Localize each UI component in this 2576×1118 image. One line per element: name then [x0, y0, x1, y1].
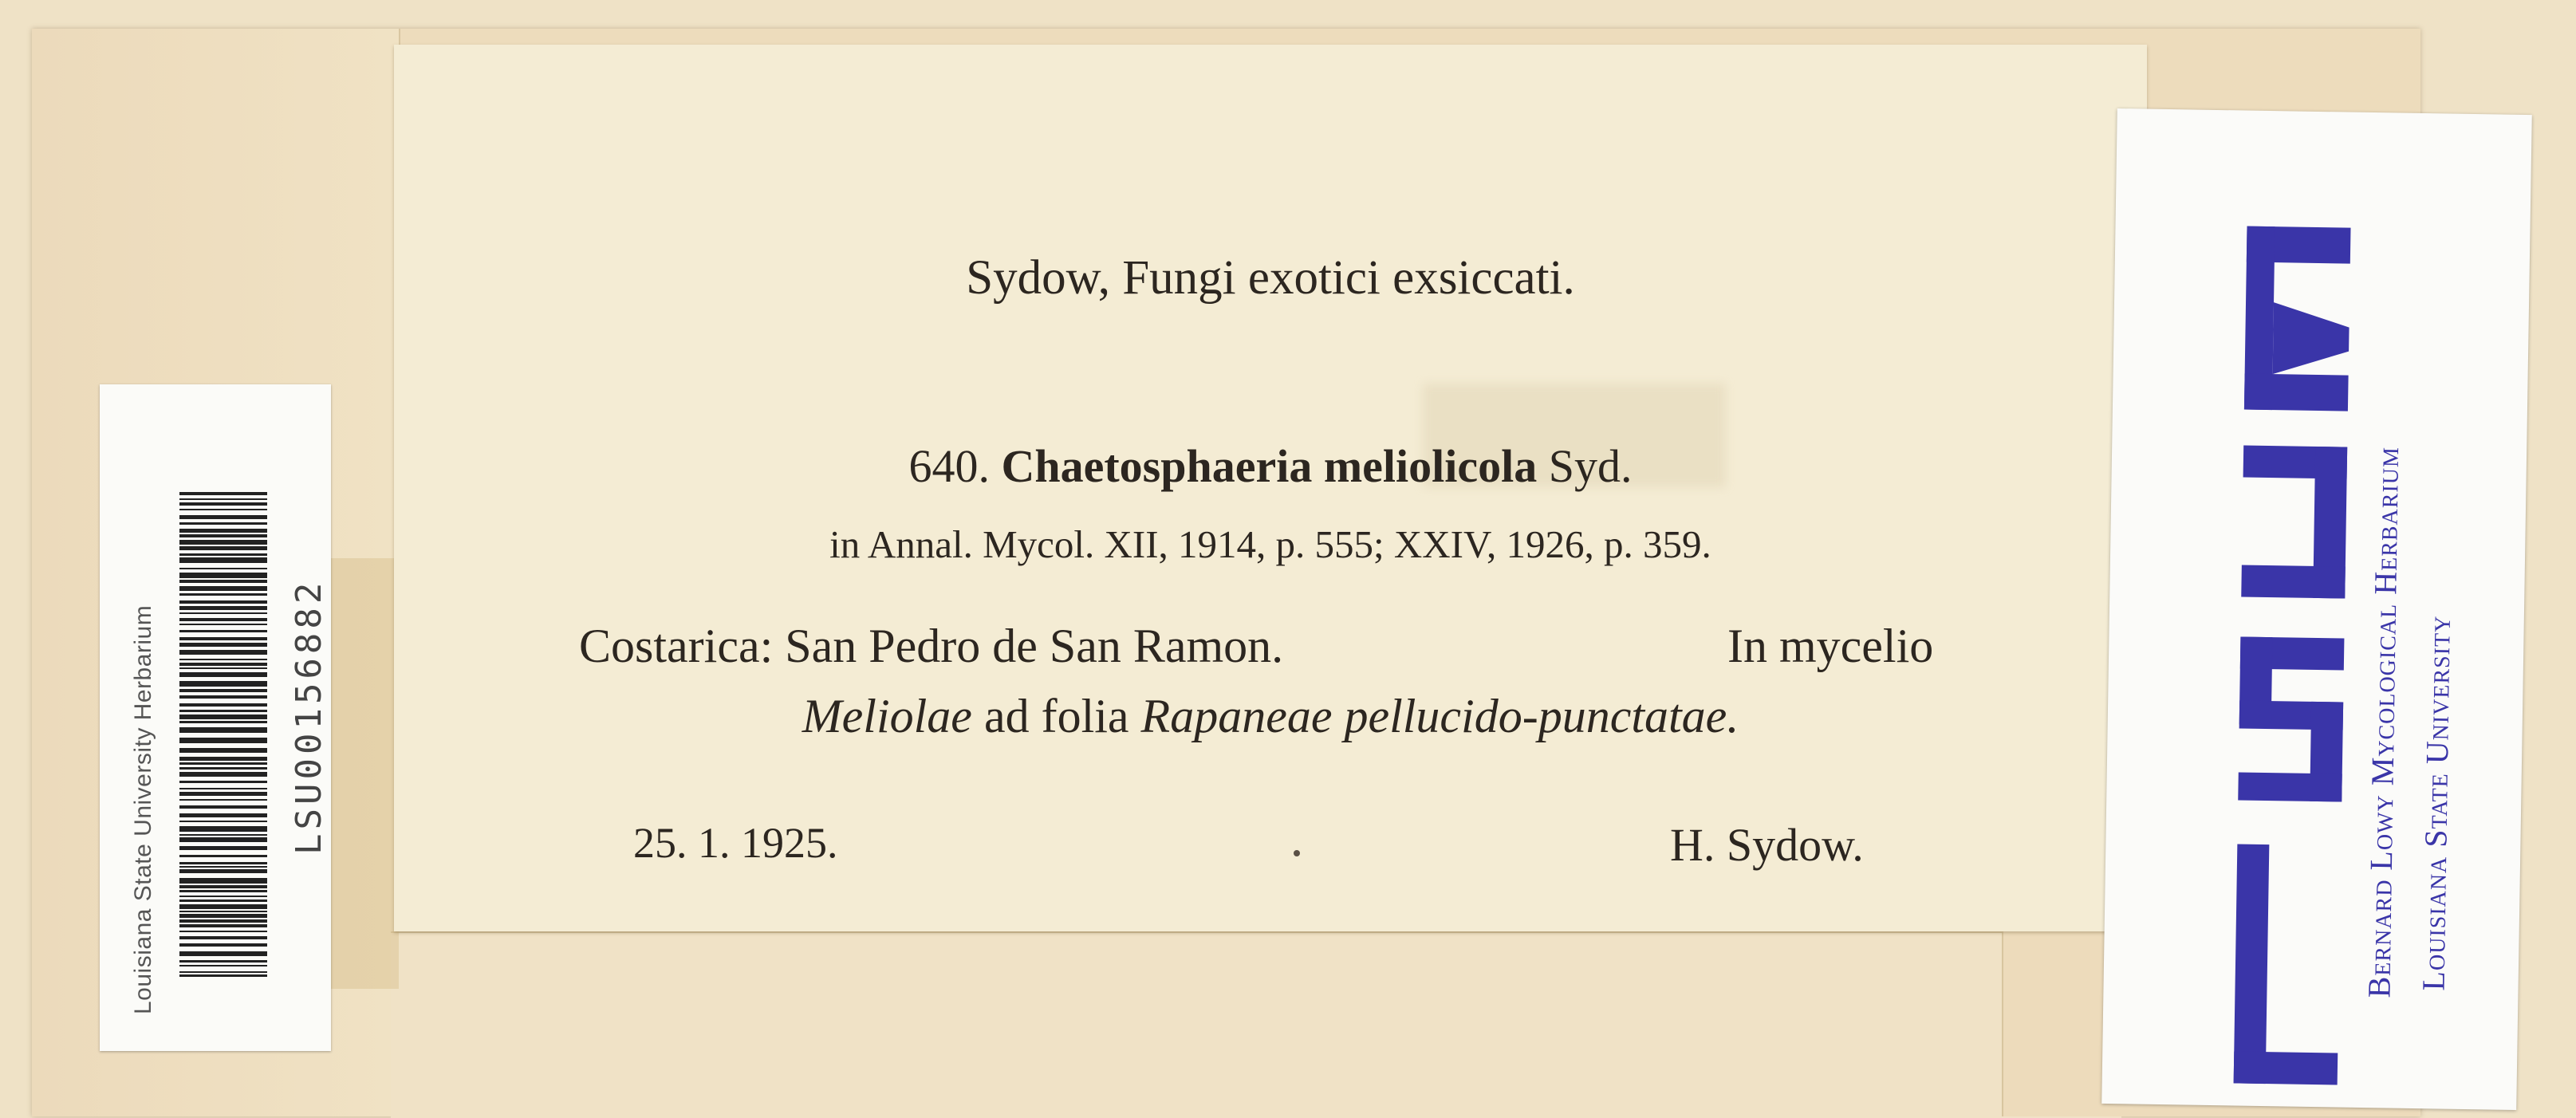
barcode-bar — [179, 727, 267, 733]
barcode-bar — [179, 855, 267, 857]
barcode-bar — [179, 593, 267, 596]
barcode-bar — [179, 878, 267, 884]
species-name: Chaetosphaeria meliolicola — [1001, 440, 1538, 492]
barcode-bar — [179, 714, 267, 719]
habitat-start: In mycelio — [1727, 620, 1934, 672]
barcode-bar — [179, 826, 267, 832]
barcode-bar — [179, 862, 267, 864]
barcode-bar — [179, 951, 267, 956]
barcode-icon — [179, 492, 267, 978]
lsum-university-name: Louisiana State University — [2415, 615, 2457, 991]
barcode-bar — [179, 767, 267, 770]
barcode-bar — [179, 600, 267, 604]
barcode-bar — [179, 710, 267, 712]
barcode-bar — [179, 580, 267, 583]
specimen-number: 640. — [908, 440, 990, 492]
barcode-bar — [179, 721, 267, 723]
barcode-bar — [179, 606, 267, 610]
ink-dot — [1294, 850, 1300, 856]
barcode-bar — [179, 837, 267, 842]
barcode-bar — [179, 762, 267, 765]
barcode-bar — [179, 667, 267, 669]
barcode-bar — [179, 834, 267, 836]
barcode-bar — [179, 515, 267, 519]
specimen-label — [394, 45, 2147, 931]
collection-date: 25. 1. 1925. — [633, 819, 838, 867]
species-author: Syd. — [1548, 440, 1633, 492]
barcode-bar — [179, 650, 267, 655]
barcode-bar — [179, 772, 267, 777]
barcode-bar — [179, 663, 267, 666]
exsiccata-series: Sydow, Fungi exotici exsiccati. — [966, 251, 1575, 305]
barcode-bar — [179, 788, 267, 789]
barcode-bar — [179, 813, 267, 817]
host-mid: ad folia — [983, 690, 1129, 742]
barcode-bar — [179, 553, 267, 556]
barcode-bar — [179, 498, 267, 500]
barcode-bar — [179, 624, 267, 625]
barcode-bar — [179, 885, 267, 888]
barcode-bar — [179, 703, 267, 707]
barcode-bar — [179, 643, 267, 647]
barcode-institution: Louisiana State University Herbarium — [130, 604, 156, 1014]
barcode-bar — [179, 557, 267, 563]
barcode-number: LSU00156882 — [289, 578, 329, 855]
barcode-bar — [179, 943, 267, 947]
barcode-bar — [179, 896, 267, 897]
barcode-bar — [179, 960, 267, 963]
barcode-bar — [179, 890, 267, 892]
barcode-bar — [179, 931, 267, 932]
barcode-bar — [179, 522, 267, 525]
barcode-bar — [179, 573, 267, 578]
species-line — [394, 439, 2147, 493]
lsum-herbarium-card — [2101, 108, 2532, 1110]
barcode-bar — [179, 974, 267, 977]
barcode-bar — [179, 781, 267, 783]
barcode-bar — [179, 900, 267, 902]
barcode-bar — [179, 534, 267, 537]
literature-citation: in Annal. Mycol. XII, 1914, p. 555; XXIV, 1926, p. 359. — [829, 522, 1711, 566]
locality: Costarica: San Pedro de San Ramon. — [579, 620, 1284, 672]
barcode-bar — [179, 965, 267, 966]
envelope-bottom-flap — [391, 931, 2121, 1118]
host-genus: Meliolae — [802, 690, 972, 742]
barcode-bar — [179, 911, 267, 912]
barcode-bar — [179, 914, 267, 918]
host-line — [394, 689, 2147, 744]
barcode-bar — [179, 821, 267, 822]
barcode-bar — [179, 971, 267, 973]
barcode-bar — [179, 612, 267, 614]
host-species: Rapaneae pellucido-punctatae. — [1140, 690, 1739, 742]
barcode-bar — [179, 936, 267, 939]
barcode-bar — [179, 509, 267, 510]
barcode-bar — [179, 799, 267, 801]
barcode-bar — [179, 492, 267, 495]
barcode-bar — [179, 904, 267, 909]
barcode-bar — [179, 659, 267, 660]
barcode-bar — [179, 618, 267, 621]
barcode-bar — [179, 748, 267, 753]
barcode-bar — [179, 672, 267, 677]
barcode-bar — [179, 681, 267, 687]
barcode-bar — [179, 689, 267, 692]
barcode-bar — [179, 919, 267, 923]
barcode-bar — [179, 586, 267, 591]
barcode-bar — [179, 540, 267, 545]
barcode-bar — [179, 846, 267, 850]
barcode-bar — [179, 546, 267, 550]
collector: H. Sydow. — [1670, 819, 1864, 871]
barcode-bar — [179, 738, 267, 743]
barcode-bar — [179, 924, 267, 927]
barcode-bar — [179, 529, 267, 533]
barcode-bar — [179, 695, 267, 699]
barcode-bar — [179, 637, 267, 640]
barcode-bar — [179, 502, 267, 506]
barcode-bar — [179, 869, 267, 873]
barcode-bar — [179, 630, 267, 632]
barcode-bar — [179, 792, 267, 796]
barcode-bar — [179, 568, 267, 569]
barcode-card — [100, 384, 331, 1051]
lsum-herbarium-name: Bernard Lowy Mycological Herbarium — [2361, 446, 2406, 998]
barcode-bar — [179, 866, 267, 868]
barcode-bar — [179, 757, 267, 761]
barcode-bar — [179, 805, 267, 809]
lsum-logo-icon — [2150, 221, 2371, 1093]
